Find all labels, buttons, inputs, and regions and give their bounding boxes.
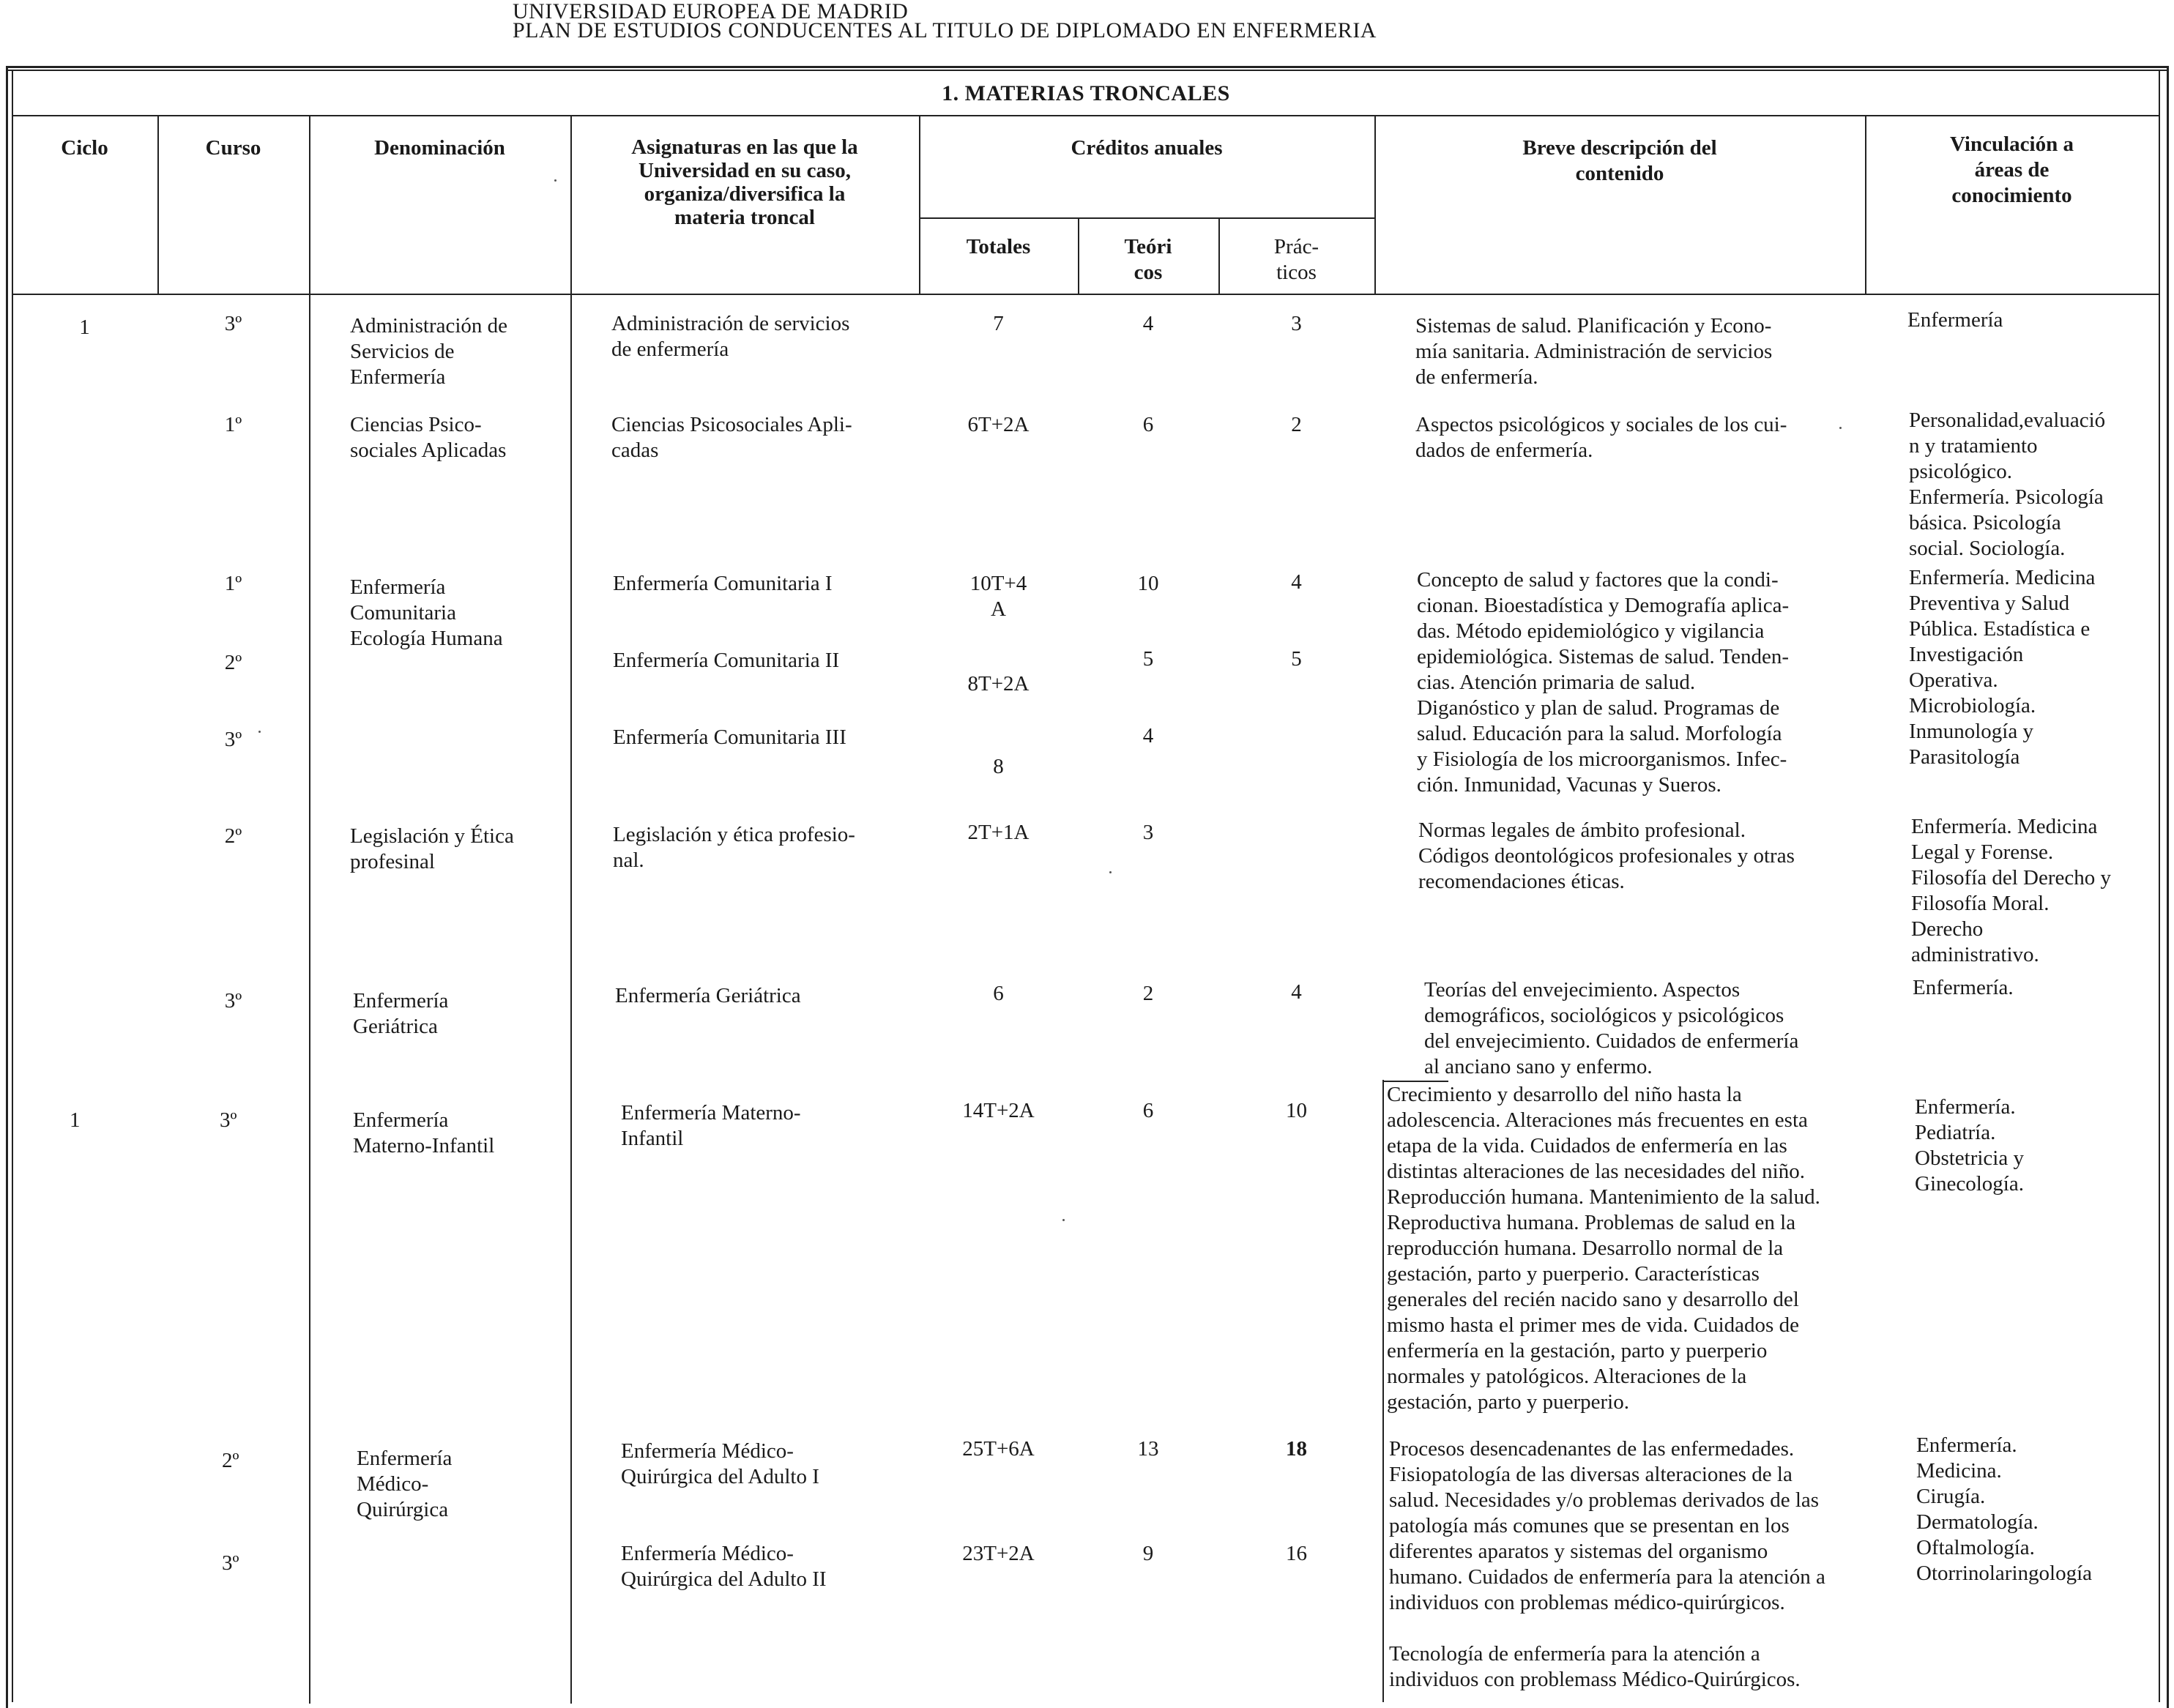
frame-inner-right [2159, 70, 2160, 1702]
cell-teoricos: 13 [1137, 1437, 1159, 1461]
col-header-asignaturas: Asignaturas en las que la Universidad en su caso, organiza/diversifica la materia troncal [631, 135, 858, 229]
frame-inner-top [6, 70, 2169, 71]
cell-teoricos: 3 [1142, 821, 1154, 844]
cell-curso: 1º [224, 413, 242, 436]
cell-descripcion: Procesos desencadenantes de las enfermedades. Fisiopatología de las diversas alteraciones de la salud. Necesidades y/o problemas derivados de las patología más comunes que se presentan en los diferentes aparatos y sistemas del organismo humano. Cuidados de enfermería para la atención a individuos con problemas médico-quirúrgicos. [1389, 1437, 1825, 1614]
cell-teoricos: 6 [1142, 1099, 1154, 1122]
cell-denominacion: Enfermería Materno-Infantil [353, 1108, 495, 1157]
cell-vinculacion: Enfermería. Medicina Legal y Forense. Filosofía del Derecho y Filosofía Moral. Derecho administrativo. [1911, 815, 2112, 966]
cell-teoricos: 5 [1142, 647, 1154, 671]
cell-descripcion: Normas legales de ámbito profesional. Códigos deontológicos profesionales y otras recomendaciones éticas. [1418, 818, 1795, 893]
scan-speck [258, 731, 261, 733]
desc-box-left [1382, 1080, 1384, 1702]
col-header-denominacion: Denominación [374, 136, 505, 160]
cell-curso: 2º [222, 1449, 239, 1472]
col-header-practicos: Prác- ticos [1273, 235, 1319, 284]
cell-practicos: 4 [1291, 980, 1302, 1004]
cell-practicos: 18 [1286, 1437, 1307, 1461]
cell-practicos: 3 [1291, 312, 1302, 335]
cell-denominacion: Ciencias Psico- sociales Aplicadas [350, 413, 507, 462]
header-bottom-line [12, 294, 2160, 295]
cell-teoricos: 4 [1142, 724, 1154, 747]
title-row-bottom [12, 115, 2160, 116]
credits-subheader-line [919, 217, 1374, 219]
cell-asignatura: Enfermería Comunitaria III [613, 726, 846, 749]
cell-descripcion: Tecnología de enfermería para la atención a individuos con problemass Médico-Quirúrgicos. [1389, 1642, 1801, 1691]
cell-descripcion: Teorías del envejecimiento. Aspectos demográficos, sociológicos y psicológicos del envejecimiento. Cuidados de enfermería al anciano sano y enfermo. [1424, 978, 1799, 1078]
cell-asignatura: Administración de servicios de enfermería [611, 312, 850, 361]
cell-vinculacion: Enfermería. Medicina. Cirugía. Dermatología. Oftalmología. Otorrinolaringología [1916, 1433, 2093, 1585]
cell-totales: 8 [993, 755, 1004, 778]
header-plan-title: PLAN DE ESTUDIOS CONDUCENTES AL TITULO DE DIPLOMADO EN ENFERMERIA [513, 18, 1377, 42]
cell-curso: 3º [220, 1108, 237, 1132]
col-sep-curso [309, 115, 310, 1704]
cell-practicos: 2 [1291, 413, 1302, 436]
cell-totales: 8T+2A [967, 672, 1030, 695]
cell-denominacion: Enfermería Médico- Quirúrgica [357, 1447, 453, 1521]
cell-descripcion: Aspectos psicológicos y sociales de los cui- dados de enfermería. [1415, 413, 1787, 462]
col-header-ciclo: Ciclo [61, 136, 108, 160]
cell-asignatura: Enfermería Geriátrica [615, 984, 801, 1007]
cell-practicos: 16 [1286, 1542, 1307, 1565]
cell-denominacion: Legislación y Ética profesinal [350, 824, 514, 873]
cell-vinculacion: Enfermería. [1913, 976, 2014, 999]
cell-totales: 6T+2A [967, 413, 1030, 436]
section-title: 1. MATERIAS TRONCALES [942, 81, 1230, 105]
cell-curso: 3º [224, 728, 242, 751]
col-header-vinculacion: Vinculación a áreas de conocimiento [1950, 133, 2074, 207]
cell-totales: 10T+4 A [969, 572, 1027, 621]
col-header-teoricos: Teóri cos [1124, 235, 1172, 284]
cell-teoricos: 4 [1142, 312, 1154, 335]
cell-practicos: 10 [1286, 1099, 1307, 1122]
cell-denominacion: Enfermería Geriátrica [353, 989, 449, 1038]
cell-asignatura: Enfermería Comunitaria II [613, 649, 840, 672]
cell-descripcion: Crecimiento y desarrollo del niño hasta la adolescencia. Alteraciones más frecuentes en esta etapa de la vida. Cuidados de enfermería en las distintas alteraciones de las necesidades del niño. Reproducción humana. Mantenimiento de la salud. Reproductiva humana. Problemas de salud en la reproducción humana. Desarrollo normal de la gestación, parto y puerperio. Características generales del recién nacido sano y desarrollo del mismo hasta el primer mes de vida. Cuidados de enfermería en la gestación, parto y puerperio normales y patológicos. Alteraciones de la gestación, parto y puerperio. [1387, 1083, 1820, 1414]
cell-teoricos: 2 [1142, 982, 1154, 1005]
cell-curso: 1º [224, 572, 242, 595]
cell-descripcion: Concepto de salud y factores que la condi- cionan. Bioestadística y Demografía aplica- das. Método epidemiológico y vigilancia epidemiológica. Sistemas de salud. Tenden- cias. Atención primaria de salud. Diganóstico y plan de salud. Programas de salud. Educación para la salud. Morfología y Fisiología de los microorganismos. Infec- ción. Inmunidad, Vacunas y Sueros. [1417, 568, 1790, 797]
cell-curso: 2º [224, 824, 242, 848]
cell-practicos: 5 [1291, 647, 1302, 671]
cell-teoricos: 9 [1142, 1542, 1154, 1565]
cell-teoricos: 10 [1137, 572, 1159, 595]
cell-denominacion: Administración de Servicios de Enfermería [350, 314, 508, 389]
cell-vinculacion: Enfermería. Medicina Preventiva y Salud Pública. Estadística e Investigación Operativa. Microbiología. Inmunología y Parasitología [1909, 566, 2096, 769]
cell-totales: 6 [993, 982, 1004, 1005]
cell-ciclo: 1 [79, 316, 90, 339]
cell-totales: 23T+2A [962, 1542, 1035, 1565]
col-header-curso: Curso [205, 136, 261, 160]
cell-curso: 3º [224, 312, 242, 335]
cell-totales: 2T+1A [967, 821, 1030, 844]
cell-totales: 25T+6A [962, 1437, 1035, 1461]
header-university: UNIVERSIDAD EUROPEA DE MADRID [513, 0, 909, 23]
cell-curso: 3º [224, 989, 242, 1013]
cell-descripcion: Sistemas de salud. Planificación y Econo- mía sanitaria. Administración de servicios de enfermería. [1415, 314, 1773, 389]
col-header-creditos: Créditos anuales [1071, 136, 1223, 160]
scan-speck [1109, 871, 1112, 873]
cell-totales: 7 [993, 312, 1004, 335]
scan-speck [554, 179, 556, 182]
cell-teoricos: 6 [1142, 413, 1154, 436]
col-header-descripcion: Breve descripción del contenido [1522, 136, 1717, 185]
col-header-totales: Totales [966, 235, 1031, 258]
cell-asignatura: Enfermería Médico- Quirúrgica del Adulto I [621, 1439, 819, 1488]
cell-asignatura: Enfermería Materno- Infantil [621, 1101, 801, 1150]
scan-speck [1062, 1219, 1065, 1221]
cell-practicos: 4 [1291, 570, 1302, 594]
cell-vinculacion: Enfermería [1907, 308, 2003, 332]
cell-totales: 14T+2A [962, 1099, 1035, 1122]
cell-asignatura: Enfermería Médico- Quirúrgica del Adulto II [621, 1542, 827, 1591]
cell-vinculacion: Personalidad,evaluació n y tratamiento psicológico. Enfermería. Psicología básica. Psicología social. Sociología. [1909, 409, 2106, 560]
cell-asignatura: Enfermería Comunitaria I [613, 572, 833, 595]
cell-asignatura: Legislación y ética profesio- nal. [613, 823, 855, 872]
col-sep-denominacion [570, 115, 572, 1704]
cell-asignatura: Ciencias Psicosociales Apli- cadas [611, 413, 852, 462]
cell-ciclo: 1 [70, 1108, 81, 1132]
cell-denominacion: Enfermería Comunitaria Ecología Humana [350, 575, 503, 650]
cell-curso: 2º [224, 651, 242, 674]
cell-curso: 3º [222, 1551, 239, 1575]
cell-vinculacion: Enfermería. Pediatría. Obstetricia y Ginecología. [1915, 1095, 2024, 1196]
scan-speck [1839, 427, 1842, 429]
